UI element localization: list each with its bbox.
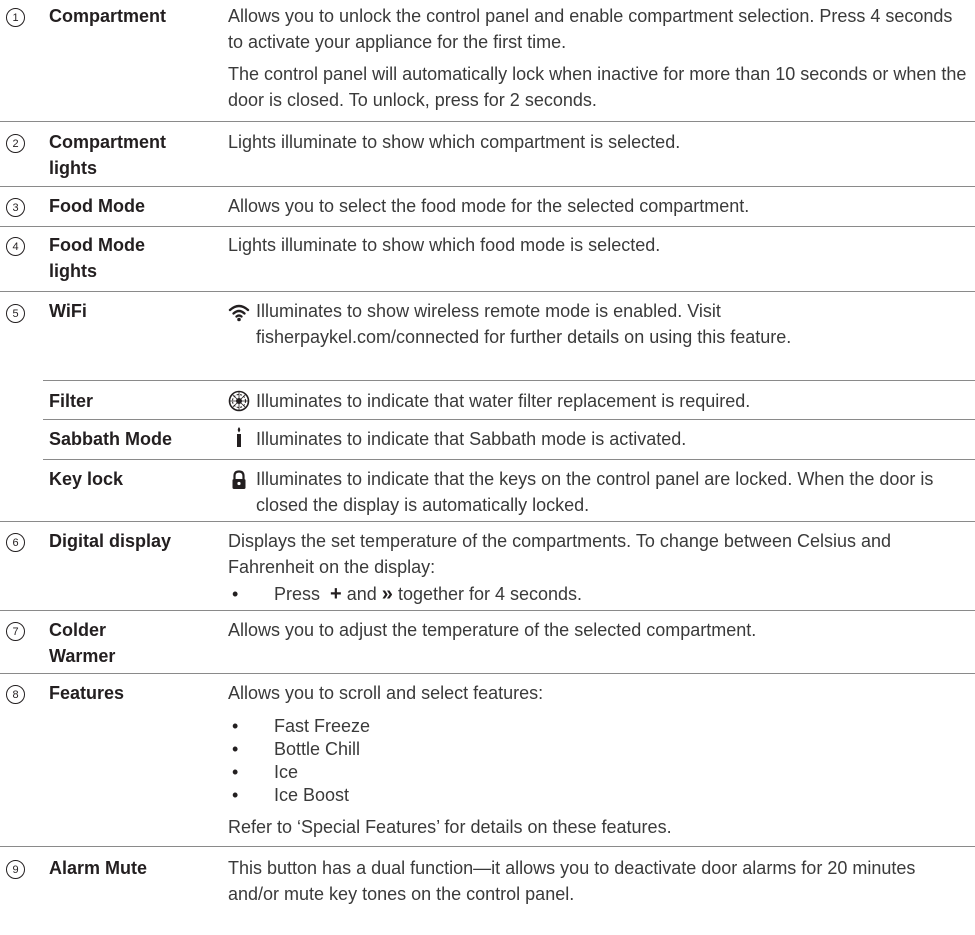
row-divider xyxy=(0,610,975,611)
bullet-text: Press xyxy=(274,584,321,604)
list-item: • Fast Freeze xyxy=(228,715,968,738)
row-label: Food Mode lights xyxy=(49,235,145,281)
row-divider xyxy=(43,380,975,381)
callout-number: 3 xyxy=(6,198,25,217)
row-description: Allows you to select the food mode for the selected compartment. xyxy=(228,196,750,216)
wifi-icon xyxy=(228,301,250,323)
row-label: Digital display xyxy=(49,531,172,551)
row-label: Key lock xyxy=(49,469,124,489)
row-label: Compartment xyxy=(49,6,167,26)
candle-icon xyxy=(228,426,250,448)
callout-number: 7 xyxy=(6,622,25,641)
row-divider xyxy=(43,459,975,460)
callout-number: 2 xyxy=(6,134,25,153)
filter-icon xyxy=(228,390,250,412)
row-label: WiFi xyxy=(49,301,87,321)
double-chevron-right-icon: » xyxy=(381,583,393,605)
bullet-text: and xyxy=(346,584,377,604)
list-item: • Ice Boost xyxy=(228,784,968,807)
plus-icon: + xyxy=(330,583,342,605)
row-divider xyxy=(0,226,975,227)
list-item: • Ice xyxy=(228,761,968,784)
list-item xyxy=(228,583,968,606)
row-description: Lights illuminate to show which compartment is selected. xyxy=(228,132,681,152)
row-label: Sabbath Mode xyxy=(49,429,173,449)
list-item: • Bottle Chill xyxy=(228,738,968,761)
row-label: Compartment lights xyxy=(49,132,167,178)
row-description-note: The control panel will automatically lock when inactive for more than 10 seconds or when the door is closed. To unlock, press for 2 seconds. xyxy=(228,64,967,110)
row-divider xyxy=(0,846,975,847)
row-label: Colder Warmer xyxy=(49,620,116,666)
bullet-list xyxy=(228,715,968,807)
row-description: Allows you to unlock the control panel and enable compartment selection. Press 4 seconds to activate your appliance for the first time. xyxy=(228,6,953,52)
row-divider xyxy=(0,521,975,522)
row-label: Filter xyxy=(49,391,94,411)
row-label: Food Mode xyxy=(49,196,145,216)
callout-number: 8 xyxy=(6,685,25,704)
bullet-list xyxy=(228,583,968,606)
bullet-text: together for 4 seconds. xyxy=(397,584,583,604)
row-description: Lights illuminate to show which food mode is selected. xyxy=(228,235,661,255)
lock-icon xyxy=(228,469,250,491)
row-description: Illuminates to indicate that water filter replacement is required. xyxy=(256,391,751,411)
row-description: Displays the set temperature of the compartments. To change between Celsius and Fahrenheit on the display: xyxy=(228,531,892,577)
callout-number: 4 xyxy=(6,237,25,256)
callout-number: 1 xyxy=(6,8,25,27)
row-label: Alarm Mute xyxy=(49,858,148,878)
row-description: This button has a dual function—it allows you to deactivate door alarms for 20 minutes and/or mute key tones on the control panel. xyxy=(228,858,916,904)
row-divider xyxy=(0,121,975,122)
row-label: Features xyxy=(49,683,125,703)
row-description: Illuminates to show wireless remote mode is enabled. Visit fisherpaykel.com/connected for further details on using this feature. xyxy=(256,301,792,347)
row-description: Allows you to adjust the temperature of the selected compartment. xyxy=(228,620,757,640)
row-description: Illuminates to indicate that the keys on the control panel are locked. When the door is closed the display is automatically locked. xyxy=(256,469,934,515)
row-description: Allows you to scroll and select features: xyxy=(228,683,544,703)
callout-number: 6 xyxy=(6,533,25,552)
callout-number: 9 xyxy=(6,860,25,879)
row-divider xyxy=(0,186,975,187)
row-divider xyxy=(43,419,975,420)
row-description-note: Refer to ‘Special Features’ for details on these features. xyxy=(228,817,672,837)
row-divider xyxy=(0,291,975,292)
callout-number: 5 xyxy=(6,304,25,323)
row-description: Illuminates to indicate that Sabbath mode is activated. xyxy=(256,429,687,449)
row-divider xyxy=(0,673,975,674)
